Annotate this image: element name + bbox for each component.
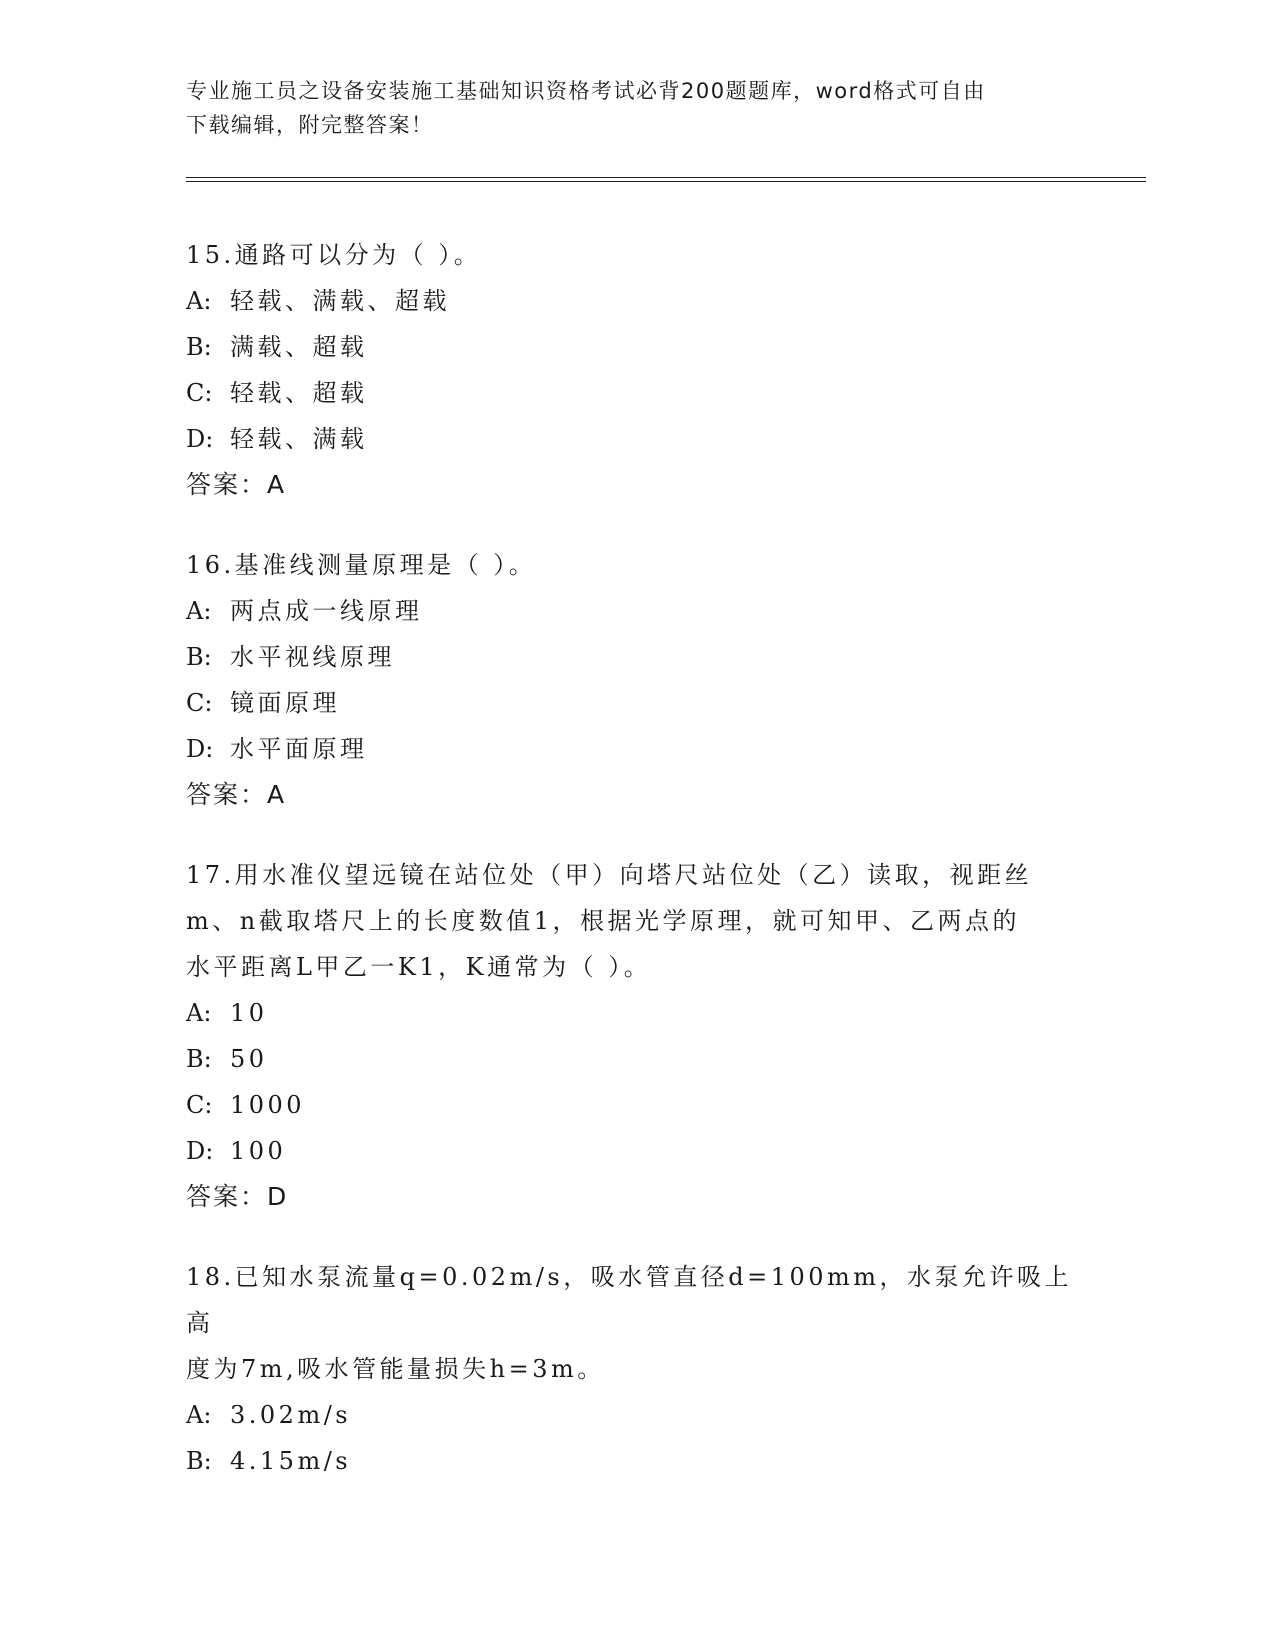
option-b	[186, 634, 1086, 680]
question-stem: 15.通路可以分为（ ）。	[186, 241, 482, 269]
option-key: D:	[186, 425, 214, 453]
option-key: B:	[186, 333, 212, 361]
question-stem-line: 水平距离L甲乙一K1，K通常为（ ）。	[186, 953, 652, 981]
option-key: B:	[186, 643, 212, 671]
option-d	[186, 416, 1086, 462]
option-a	[186, 1392, 1086, 1438]
option-text: 1000	[230, 1091, 306, 1119]
option-key: C:	[186, 1091, 213, 1119]
answer-line: 答案：D	[186, 1182, 289, 1211]
header-divider	[186, 177, 1146, 182]
option-text: 轻载、满载、超载	[230, 287, 450, 315]
option-text: 水平面原理	[230, 735, 368, 763]
question-stem: 16.基准线测量原理是（ ）。	[186, 551, 537, 579]
option-key: C:	[186, 379, 213, 407]
option-key: A:	[186, 999, 212, 1027]
question-17	[186, 852, 1086, 1220]
option-text: 4.15m/s	[230, 1447, 352, 1475]
option-a	[186, 278, 1086, 324]
option-text: 镜面原理	[230, 689, 340, 717]
answer-line: 答案：A	[186, 470, 287, 499]
question-stem-line: 度为7m,吸水管能量损失h=3m。	[186, 1355, 605, 1383]
question-stem-line: 18.已知水泵流量q=0.02m/s，吸水管直径d=100mm，水泵允许吸上高	[186, 1263, 1073, 1337]
header-line-2: 下载编辑，附完整答案！	[186, 113, 434, 137]
option-b	[186, 1036, 1086, 1082]
option-key: B:	[186, 1045, 212, 1073]
option-key: B:	[186, 1447, 212, 1475]
option-c	[186, 680, 1086, 726]
option-key: C:	[186, 689, 213, 717]
option-c	[186, 370, 1086, 416]
question-stem-line: m、n截取塔尺上的长度数值1，根据光学原理，就可知甲、乙两点的	[186, 907, 1020, 935]
option-b	[186, 1438, 1086, 1484]
option-b	[186, 324, 1086, 370]
option-text: 轻载、满载	[230, 425, 368, 453]
option-key: A:	[186, 597, 212, 625]
option-text: 满载、超载	[230, 333, 368, 361]
option-text: 两点成一线原理	[230, 597, 423, 625]
option-a	[186, 588, 1086, 634]
option-d	[186, 1128, 1086, 1174]
option-text: 3.02m/s	[230, 1401, 352, 1429]
answer-line: 答案：A	[186, 780, 287, 809]
option-key: A:	[186, 287, 212, 315]
option-text: 轻载、超载	[230, 379, 368, 407]
document-header	[186, 74, 1076, 142]
option-text: 50	[230, 1045, 268, 1073]
option-c	[186, 1082, 1086, 1128]
question-16	[186, 542, 1086, 818]
option-d	[186, 726, 1086, 772]
option-key: D:	[186, 1137, 214, 1165]
option-text: 100	[230, 1137, 287, 1165]
question-list	[186, 232, 1086, 1518]
question-stem-line: 17.用水准仪望远镜在站位处（甲）向塔尺站位处（乙）读取，视距丝	[186, 861, 1033, 889]
option-key: A:	[186, 1401, 212, 1429]
option-key: D:	[186, 735, 214, 763]
option-a	[186, 990, 1086, 1036]
question-15	[186, 232, 1086, 508]
option-text: 10	[230, 999, 268, 1027]
header-line-1: 专业施工员之设备安装施工基础知识资格考试必背200题题库，word格式可自由	[186, 79, 986, 103]
question-18	[186, 1254, 1086, 1484]
option-text: 水平视线原理	[230, 643, 395, 671]
